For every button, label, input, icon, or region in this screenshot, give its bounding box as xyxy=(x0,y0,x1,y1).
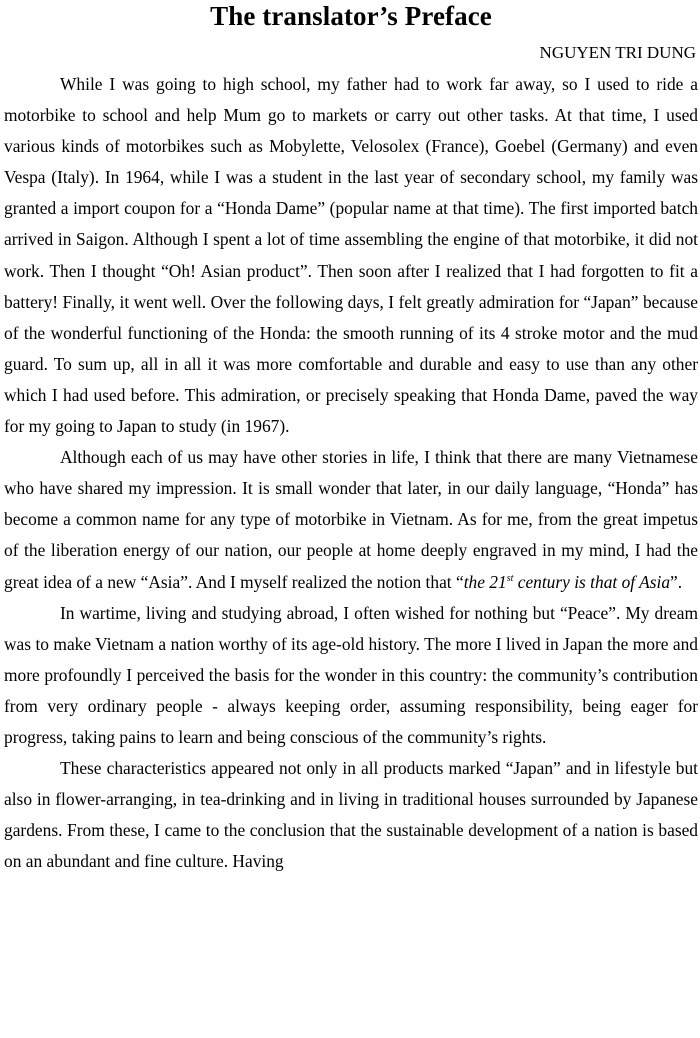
asia-quote xyxy=(464,572,670,592)
paragraph-4: These characteristics appeared not only in all products marked “Japan” and in lifestyle but also in flower-arranging, in tea-drinking and in living in traditional houses surrounded by Japanese gardens. From these, I came to the conclusion that the sustainable development of a nation is based on an abundant and fine culture. Having xyxy=(4,758,698,872)
paragraph-1: While I was going to high school, my father had to work far away, so I used to ride a motorbike to school and help Mum go to markets or carry out other tasks. At that time, I used various kinds of motorbikes such as Mobylette, Velosolex (France), Goebel (Germany) and even Vespa (Italy). In 1964, while I was a student in the last year of secondary school, my family was granted a import coupon for a “Honda Dame” (popular name at that time). The first imported batch arrived in Saigon. Although I spent a lot of time assembling the engine of that motorbike, it did not work. Then I thought “Oh! Asian product”. Then soon after I realized that I had forgotten to fit a battery! Finally, it went well. Over the following days, I felt greatly admiration for “Japan” because of the wonderful functioning of the Honda: the smooth running of its 4 stroke motor and the mud guard. To sum up, all in all it was more comfortable and durable and easy to use than any other which I had used before. This admiration, or precisely speaking that Honda Dame, paved the way for my going to Japan to study (in 1967). xyxy=(4,74,698,437)
paragraph-2 xyxy=(4,442,698,597)
ordinal-suffix: st xyxy=(506,572,514,584)
paragraph-2-closing: ”. xyxy=(670,571,683,592)
asia-quote-part1: the 21 xyxy=(463,571,507,592)
document-body xyxy=(4,69,698,877)
paragraph-2-text: Although each of us may have other stories in life, I think that there are many Vietnamese who have shared my impression. It is small wonder that later, in our daily language, “Honda” has become a common name for any type of motorbike in Vietnam. As for me, from the great impetus of the liberation energy of our nation, our people at home deeply engraved in my mind, I had the great idea of a new “Asia”. And I myself realized the notion that “ xyxy=(4,447,698,592)
paragraph-3: In wartime, living and studying abroad, I often wished for nothing but “Peace”. My dream was to make Vietnam a nation worthy of its age-old history. The more I lived in Japan the more and more profoundly I perceived the basis for the wonder in this country: the community’s contribution from very ordinary people - always keeping order, assuming responsibility, being eager for progress, taking pains to learn and being conscious of the community’s rights. xyxy=(4,602,698,747)
author-name: NGUYEN TRI DUNG xyxy=(539,43,696,62)
page-title: The translator’s Preface xyxy=(210,1,492,31)
asia-quote-part2: century is that of Asia xyxy=(513,571,671,592)
